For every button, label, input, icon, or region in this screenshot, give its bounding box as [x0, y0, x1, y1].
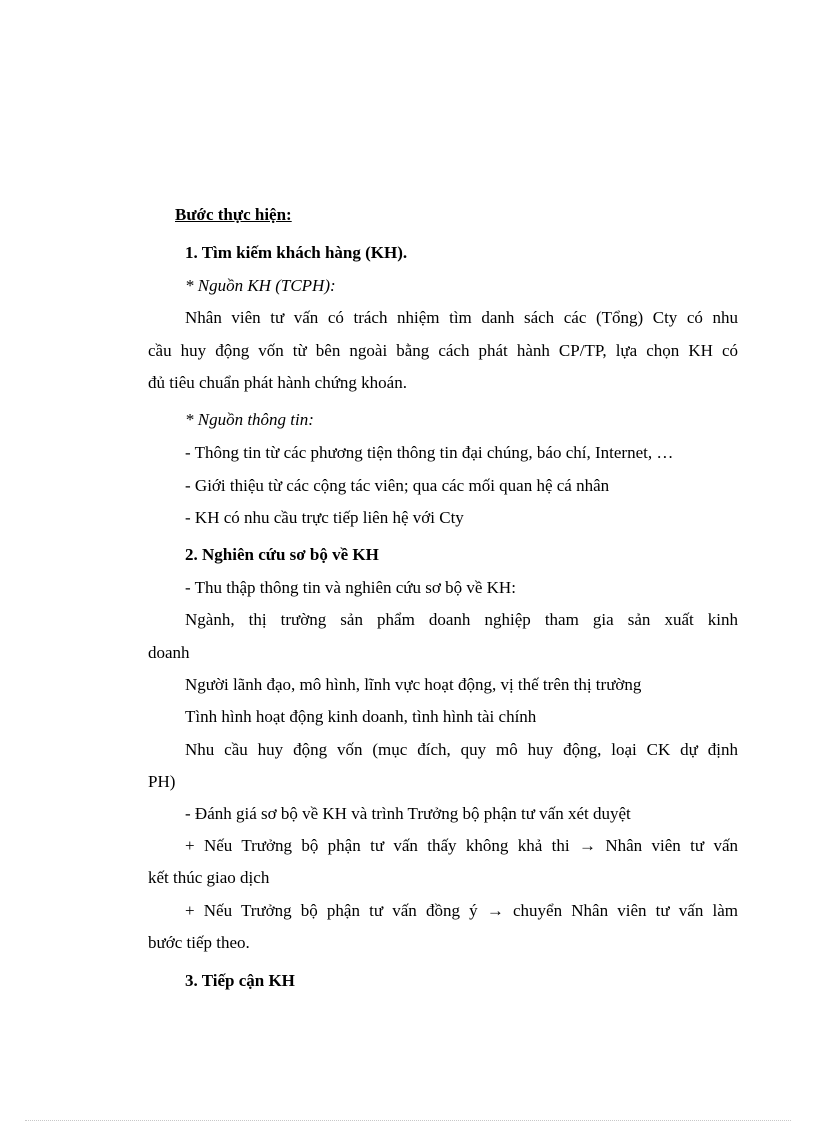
finance-line: Tình hình hoạt động kinh doanh, tình hình tài chính	[185, 707, 537, 726]
step1-paragraph-line1: Nhân viên tư vấn có trách nhiệm tìm danh sách các (Tổng) Cty có nhu	[185, 308, 738, 327]
if-yes-line2: bước tiếp theo.	[148, 933, 250, 952]
step1-heading: 1. Tìm kiếm khách hàng (KH).	[185, 243, 408, 262]
step1-paragraph-line2: cầu huy động vốn từ bên ngoài bằng cách phát hành CP/TP, lựa chọn KH có	[148, 341, 738, 360]
industry-line2: doanh	[148, 643, 190, 662]
evaluate-line: - Đánh giá sơ bộ về KH và trình Trưởng bộ phận tư vấn xét duyệt	[185, 804, 631, 823]
leader-line: Người lãnh đạo, mô hình, lĩnh vực hoạt động, vị thế trên thị trường	[185, 675, 642, 694]
if-yes-line1: + Nếu Trưởng bộ phận tư vấn đồng ý → chuyển Nhân viên tư vấn làm	[185, 901, 738, 920]
page-bottom-divider	[25, 1120, 791, 1121]
source-kh-label: * Nguồn KH (TCPH):	[185, 276, 336, 295]
step1-paragraph-line3: đủ tiêu chuẩn phát hành chứng khoán.	[148, 373, 407, 392]
capital-line1: Nhu cầu huy động vốn (mục đích, quy mô huy động, loại CK dự định	[185, 740, 738, 759]
section-title: Bước thực hiện:	[175, 205, 292, 224]
if-not-line1: + Nếu Trưởng bộ phận tư vấn thấy không khả thi → Nhân viên tư vấn	[185, 836, 738, 855]
source-info-label: * Nguồn thông tin:	[185, 410, 314, 429]
step2-heading: 2. Nghiên cứu sơ bộ về KH	[185, 545, 379, 564]
collect-line: - Thu thập thông tin và nghiên cứu sơ bộ về KH:	[185, 578, 516, 597]
info-item: - Giới thiệu từ các cộng tác viên; qua các mối quan hệ cá nhân	[185, 476, 610, 495]
capital-line2: PH)	[148, 772, 176, 791]
if-not-line2: kết thúc giao dịch	[148, 868, 270, 887]
industry-line1: Ngành, thị trường sản phẩm doanh nghiệp tham gia sản xuất kinh	[185, 610, 738, 629]
step3-heading: 3. Tiếp cận KH	[185, 971, 295, 990]
info-item: - Thông tin từ các phương tiện thông tin đại chúng, báo chí, Internet, …	[185, 443, 674, 462]
info-item: - KH có nhu cầu trực tiếp liên hệ với Cty	[185, 508, 464, 527]
